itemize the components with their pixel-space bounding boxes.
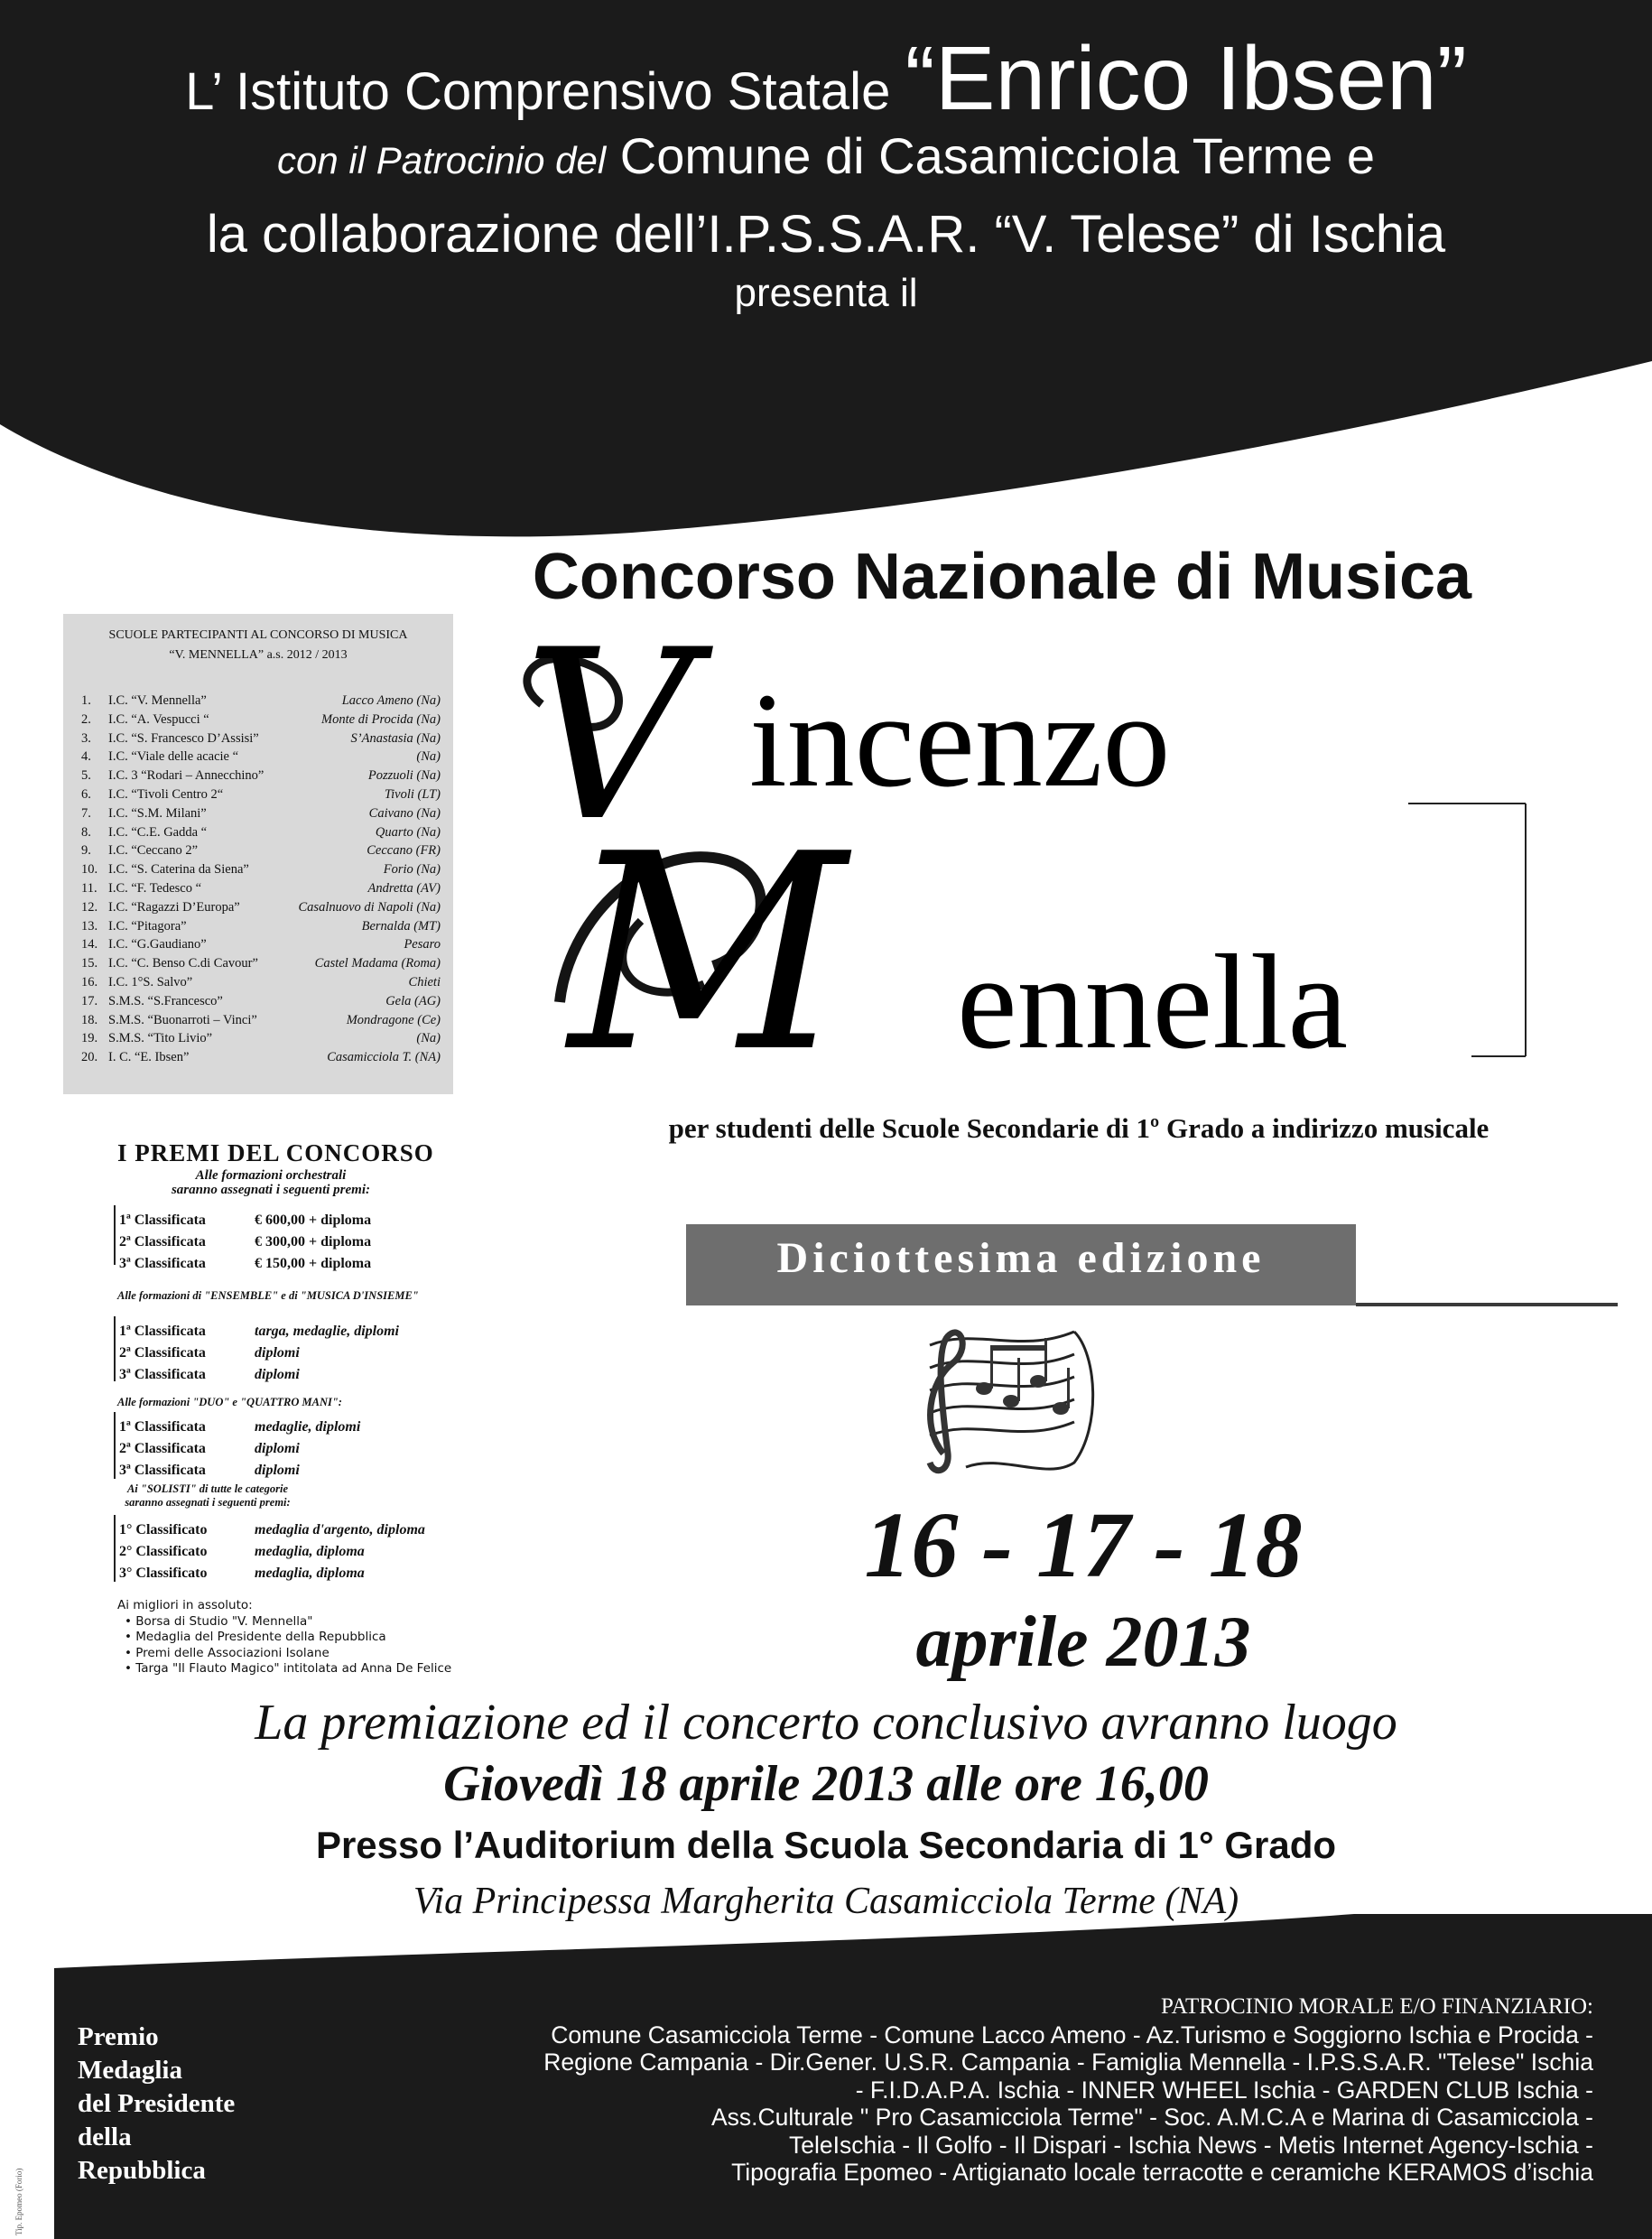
header-institute-prefix: L’ Istituto Comprensivo Statale <box>185 62 891 121</box>
patronage-line: Comune Casamicciola Terme - Comune Lacco Ameno - Az.Turismo e Soggiorno Ischia e Procida - <box>551 2021 1593 2049</box>
prize-value: € 600,00 + diploma <box>255 1212 372 1228</box>
school-number: 3. <box>81 730 91 746</box>
medal-line-1: Premio Medaglia <box>78 2022 182 2085</box>
school-name: I.C. “S.M. Milani” <box>108 805 207 821</box>
school-name: I.C. “Ceccano 2” <box>108 843 199 859</box>
patronage-line: - F.I.D.A.P.A. Ischia - INNER WHEEL Ischia - GARDEN CLUB Ischia - <box>855 2076 1593 2104</box>
prize-row <box>119 1256 426 1274</box>
school-number: 17. <box>81 993 98 1008</box>
prizes-orch-sub-2: saranno assegnati i seguenti premi: <box>171 1183 371 1197</box>
school-city: Forio (Na) <box>383 862 441 878</box>
prize-place: 3ª Classificata <box>119 1256 206 1271</box>
school-name: I.C. 3 “Rodari – Annecchino” <box>108 768 265 784</box>
medal-line-2: del Presidente <box>78 2089 236 2118</box>
school-city: Quarto (Na) <box>375 824 441 840</box>
school-number: 18. <box>81 1012 98 1027</box>
venue-address: Via Principessa Margherita Casamicciola Terme (NA) <box>413 1881 1239 1922</box>
contest-title: Concorso Nazionale di Musica <box>532 541 1472 613</box>
patronage-line: Ass.Culturale " Pro Casamicciola Terme" - Soc. A.M.C.A e Marina di Casamicciola - <box>710 2104 1593 2131</box>
school-name: S.M.S. “Tito Livio” <box>108 1031 213 1046</box>
contest-dates: 16 - 17 - 18 <box>864 1493 1303 1597</box>
school-item <box>81 881 441 900</box>
header-patronage-comune: Comune di Casamicciola Terme e <box>619 127 1375 184</box>
prize-row <box>119 1367 426 1385</box>
patronage-line: Regione Campania - Dir.Gener. U.S.R. Campania - Famiglia Mennella - I.P.S.S.A.R. "Telese" Ischia <box>543 2049 1593 2076</box>
prizes-title: I PREMI DEL CONCORSO <box>117 1139 434 1166</box>
prize-place: 2ª Classificata <box>119 1345 206 1361</box>
medal-note <box>78 2021 258 2188</box>
school-city: Bernalda (MT) <box>361 918 441 934</box>
prize-value: € 150,00 + diploma <box>255 1256 372 1271</box>
prize-place: 2° Classificato <box>119 1544 208 1559</box>
school-number: 11. <box>81 880 97 896</box>
prize-row <box>119 1212 426 1231</box>
school-city: Lacco Ameno (Na) <box>341 693 441 708</box>
prize-row <box>119 1345 426 1363</box>
name-lettering <box>487 623 1607 1092</box>
prize-row <box>119 1324 426 1342</box>
prize-place: 1° Classificato <box>119 1522 208 1538</box>
school-city: Castel Madama (Roma) <box>314 956 441 971</box>
school-item <box>81 975 441 994</box>
medal-line-3: della Repubblica <box>78 2123 206 2185</box>
school-item <box>81 693 441 712</box>
school-item <box>81 956 441 975</box>
name-last-initial: M <box>569 796 847 1092</box>
school-item <box>81 825 441 844</box>
header-patronage-italic: con il Patrocinio del <box>277 139 607 181</box>
schools-title-2: “V. MENNELLA” a.s. 2012 / 2013 <box>169 648 348 662</box>
school-name: I.C. “Ragazzi D’Europa” <box>108 899 240 915</box>
prize-row <box>119 1441 426 1459</box>
school-city: (Na) <box>416 749 441 765</box>
best-awards-list <box>117 1614 451 1677</box>
prize-row <box>119 1234 426 1252</box>
school-city: Monte di Procida (Na) <box>321 711 441 727</box>
school-name: I.C. 1°S. Salvo” <box>108 974 193 989</box>
prize-row <box>119 1463 426 1481</box>
school-name: S.M.S. “Buonarroti – Vinci” <box>108 1012 257 1027</box>
prize-value: medaglia d'argento, diploma <box>255 1522 425 1538</box>
award-announcement: La premiazione ed il concerto conclusivo avranno luogo <box>255 1695 1397 1751</box>
school-number: 15. <box>81 956 98 971</box>
school-city: Chieti <box>408 974 441 989</box>
school-name: I.C. “S. Caterina da Siena” <box>108 862 249 878</box>
schools-list <box>81 693 441 1069</box>
school-name: I.C. “A. Vespucci “ <box>108 711 209 727</box>
prize-value: medaglie, diplomi <box>255 1419 361 1435</box>
music-staff-icon <box>894 1318 1110 1490</box>
award-date: Giovedì 18 aprile 2013 alle ore 16,00 <box>443 1756 1209 1812</box>
prizes-orch-bar <box>114 1205 116 1265</box>
school-name: I.C. “F. Tedesco “ <box>108 880 202 896</box>
header-line-4: presenta il <box>734 271 918 315</box>
school-number: 20. <box>81 1050 98 1065</box>
school-city: Tivoli (LT) <box>384 786 441 802</box>
prize-place: 3ª Classificata <box>119 1367 206 1382</box>
prizes-duo-bar <box>114 1412 116 1479</box>
school-number: 5. <box>81 768 91 784</box>
prizes-solo-sub-1: Ai "SOLISTI" di tutte le categorie <box>126 1482 289 1495</box>
school-city: Andretta (AV) <box>367 880 441 896</box>
school-name: I.C. “Pitagora” <box>108 918 187 934</box>
school-item <box>81 843 441 862</box>
prizes-ensemble-sub: Alle formazioni di "ENSEMBLE" e di "MUSICA D'INSIEME" <box>117 1289 419 1302</box>
prizes-solo-sub-2: saranno assegnati i seguenti premi: <box>125 1496 291 1509</box>
school-name: I.C. “V. Mennella” <box>108 693 207 708</box>
school-city: Casamicciola T. (NA) <box>327 1050 441 1065</box>
name-first-rest: incenzo <box>749 665 1171 815</box>
school-number: 8. <box>81 824 91 840</box>
school-number: 7. <box>81 805 91 821</box>
best-awards-title: Ai migliori in assoluto: <box>117 1598 253 1612</box>
school-name: I. C. “E. Ibsen” <box>108 1050 190 1065</box>
header-line-2 <box>0 126 1652 185</box>
prize-value: diplomi <box>255 1441 300 1456</box>
prize-place: 3° Classificato <box>119 1565 208 1581</box>
patronage-list <box>343 2021 1593 2187</box>
school-city: (Na) <box>416 1031 441 1046</box>
school-city: Ceccano (FR) <box>367 843 441 859</box>
best-award-item: • Targa "Il Flauto Magico" intitolata ad Anna De Felice <box>125 1661 451 1677</box>
school-city: Caivano (Na) <box>368 805 441 821</box>
prize-value: targa, medaglie, diplomi <box>255 1324 399 1339</box>
school-item <box>81 712 441 731</box>
prize-row <box>119 1419 426 1437</box>
school-city: S’Anastasia (Na) <box>350 730 441 746</box>
patronage-line: Tipografia Epomeo - Artigianato locale terracotte e ceramiche KERAMOS d’ischia <box>731 2159 1593 2186</box>
school-name: I.C. “Viale delle acacie “ <box>108 749 239 765</box>
contest-subtitle: per studenti delle Scuole Secondarie di 1º Grado a indirizzo musicale <box>668 1112 1490 1144</box>
school-city: Pozzuoli (Na) <box>367 768 441 784</box>
school-name: I.C. “C.E. Gadda “ <box>108 824 208 840</box>
prizes-solo-bar <box>114 1515 116 1582</box>
school-item <box>81 1050 441 1069</box>
school-name: I.C. “Tivoli Centro 2“ <box>108 786 224 802</box>
patronage-line: TeleIschia - Il Golfo - Il Dispari - Ischia News - Metis Internet Agency-Ischia - <box>789 2131 1593 2159</box>
school-item <box>81 1031 441 1050</box>
school-name: I.C. “C. Benso C.di Cavour” <box>108 956 258 971</box>
school-number: 4. <box>81 749 91 765</box>
prize-row <box>119 1544 426 1562</box>
name-last-rest: ennella <box>957 927 1349 1077</box>
school-number: 2. <box>81 711 91 727</box>
prize-place: 3ª Classificata <box>119 1463 206 1478</box>
prize-place: 2ª Classificata <box>119 1234 206 1250</box>
name-first-initial: V <box>524 623 693 873</box>
school-item <box>81 806 441 825</box>
school-item <box>81 937 441 956</box>
prize-value: diplomi <box>255 1345 300 1361</box>
prize-place: 1ª Classificata <box>119 1419 206 1435</box>
edition-underline <box>1356 1303 1618 1306</box>
prize-place: 1ª Classificata <box>119 1212 206 1228</box>
school-number: 10. <box>81 862 98 878</box>
school-number: 13. <box>81 918 98 934</box>
best-awards <box>117 1598 451 1677</box>
school-item <box>81 731 441 750</box>
school-number: 12. <box>81 899 98 915</box>
school-name: S.M.S. “S.Francesco” <box>108 993 223 1008</box>
school-city: Gela (AG) <box>385 993 441 1008</box>
prize-place: 1ª Classificata <box>119 1324 206 1339</box>
school-number: 16. <box>81 974 98 989</box>
school-name: I.C. “S. Francesco D’Assisi” <box>108 730 259 746</box>
printer-credit: Tip. Epomeo (Forio) <box>14 2168 23 2235</box>
prizes-orch-sub-1: Alle formazioni orchestrali <box>195 1168 347 1183</box>
prize-value: diplomi <box>255 1367 300 1382</box>
school-item <box>81 994 441 1013</box>
prize-row <box>119 1522 426 1540</box>
prize-value: diplomi <box>255 1463 300 1478</box>
school-number: 14. <box>81 937 98 952</box>
school-number: 6. <box>81 786 91 802</box>
school-item <box>81 749 441 768</box>
patronage-block <box>343 1993 1593 2187</box>
venue: Presso l’Auditorium della Scuola Secondaria di 1° Grado <box>315 1824 1337 1866</box>
school-city: Mondragone (Ce) <box>346 1012 441 1027</box>
patronage-title: PATROCINIO MORALE E/O FINANZIARIO: <box>1161 1994 1593 2019</box>
prize-value: medaglia, diploma <box>255 1544 365 1559</box>
header-line-1 <box>0 27 1652 131</box>
school-item <box>81 768 441 787</box>
school-item <box>81 862 441 881</box>
school-city: Pesaro <box>404 937 441 952</box>
school-item <box>81 1013 441 1032</box>
prizes-ensemble-bar <box>114 1316 116 1381</box>
prize-value: € 300,00 + diploma <box>255 1234 372 1250</box>
school-name: I.C. “G.Gaudiano” <box>108 937 207 952</box>
school-city: Casalnuovo di Napoli (Na) <box>298 899 441 915</box>
school-item <box>81 787 441 806</box>
prize-value: medaglia, diploma <box>255 1565 365 1581</box>
school-number: 9. <box>81 843 91 859</box>
school-item <box>81 919 441 938</box>
contest-month: aprile 2013 <box>915 1603 1251 1682</box>
best-award-item: • Premi delle Associazioni Isolane <box>125 1646 451 1662</box>
best-award-item: • Borsa di Studio "V. Mennella" <box>125 1614 451 1630</box>
prizes-duo-sub: Alle formazioni "DUO" e "QUATTRO MANI": <box>117 1396 342 1408</box>
best-award-item: • Medaglia del Presidente della Repubblica <box>125 1630 451 1646</box>
school-item <box>81 900 441 919</box>
schools-title-1: SCUOLE PARTECIPANTI AL CONCORSO DI MUSICA <box>108 628 408 642</box>
edition-text: Diciottesima edizione <box>776 1234 1266 1282</box>
school-number: 19. <box>81 1031 98 1046</box>
schools-box <box>63 614 453 1094</box>
prize-place: 2ª Classificata <box>119 1441 206 1456</box>
school-number: 1. <box>81 693 91 708</box>
header-institute-name: “Enrico Ibsen” <box>905 28 1467 129</box>
header-line-3: la collaborazione dell’I.P.S.S.A.R. “V. Telese” di Ischia <box>206 205 1446 264</box>
prize-row <box>119 1565 426 1584</box>
